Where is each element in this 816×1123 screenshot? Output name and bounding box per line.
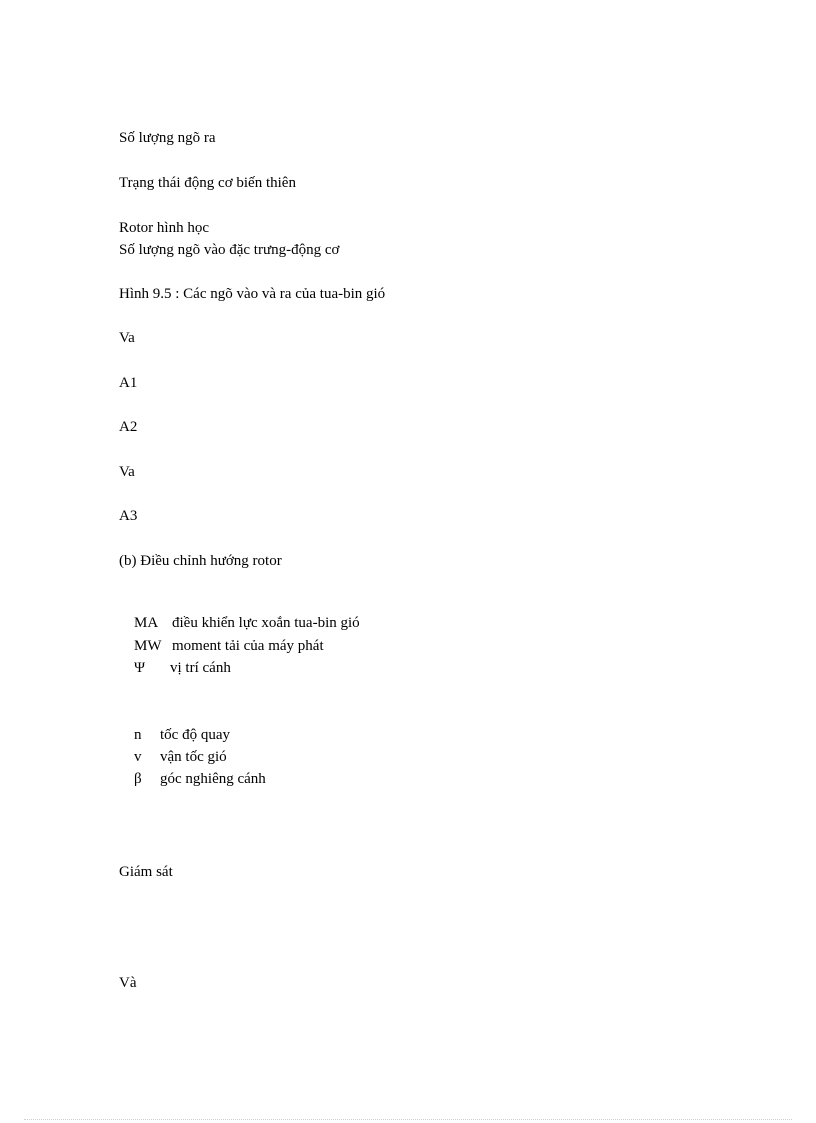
input-item xyxy=(119,752,266,806)
monitoring-label: Giám sát xyxy=(119,864,173,880)
input-symbol: β xyxy=(134,771,142,787)
figure-caption: Hình 9.5 : Các ngõ vào và ra của tua-bin gió xyxy=(119,286,386,302)
inputs-title: Số lượng ngõ vào đặc trưng-động cơ xyxy=(119,242,340,258)
rotor-geometry-label: Rotor hình học xyxy=(119,220,209,236)
subfigure-b-caption: (b) Điều chỉnh hướng rotor xyxy=(119,553,282,569)
input-desc: vận tốc gió xyxy=(160,749,227,765)
output-symbol: Ψ xyxy=(134,660,146,676)
output-desc: vị trí cánh xyxy=(170,660,231,676)
label-a2: A2 xyxy=(119,419,138,435)
label-a3: A3 xyxy=(119,508,138,524)
input-desc: tốc độ quay xyxy=(160,727,230,743)
input-symbol: n xyxy=(134,727,142,743)
input-desc: góc nghiêng cánh xyxy=(160,771,266,787)
output-desc: moment tải của máy phát xyxy=(172,638,324,654)
output-desc: điều khiển lực xoắn tua-bin gió xyxy=(172,615,360,631)
outputs-title: Số lượng ngõ ra xyxy=(119,130,216,146)
label-va-3: Và xyxy=(119,975,137,991)
output-item xyxy=(119,641,231,695)
input-symbol: v xyxy=(134,749,142,765)
output-symbol: MW xyxy=(134,638,162,654)
label-a1: A1 xyxy=(119,375,138,391)
state-title: Trạng thái động cơ biến thiên xyxy=(119,175,296,191)
output-symbol: MA xyxy=(134,615,159,631)
label-va-2: Va xyxy=(119,464,135,480)
label-va-1: Va xyxy=(119,330,135,346)
page-bottom-divider xyxy=(24,1119,792,1120)
